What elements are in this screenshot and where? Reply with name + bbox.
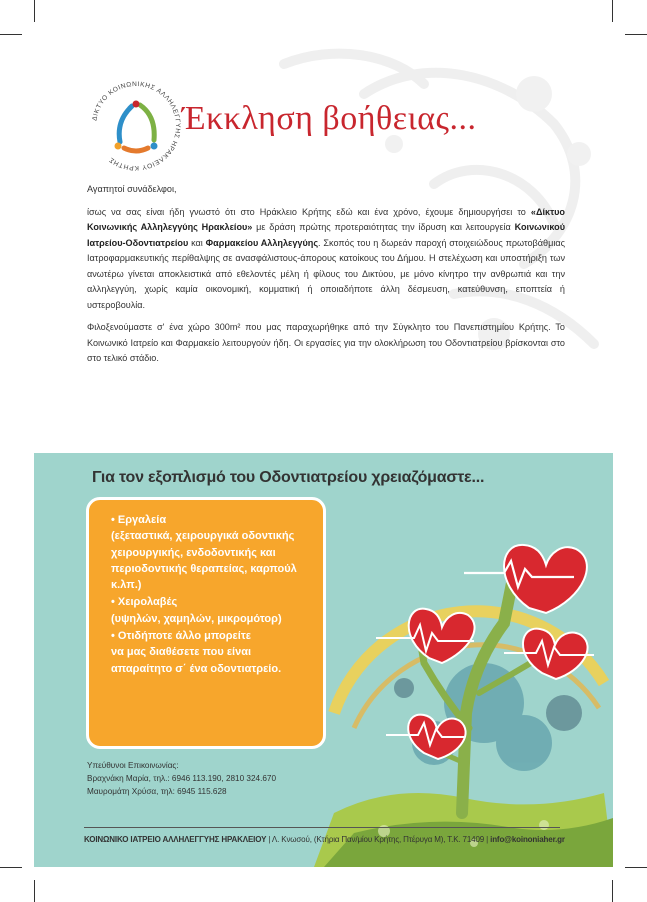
contact-person-2: Μαυρομάτη Χρύσα, τηλ: 6945 115.628 [87, 787, 227, 796]
needs-item-detail: (υψηλών, χαμηλών, μικρομότορ) [111, 612, 282, 625]
crop-mark [612, 0, 613, 22]
pharmacy-name: Φαρμακείου Αλληλεγγύης [205, 237, 319, 248]
needs-box [86, 497, 326, 749]
contacts-title: Υπεύθυνοι Επικοινωνίας: [87, 761, 179, 770]
network-logo-icon [86, 76, 186, 176]
flyer-page [34, 34, 613, 867]
intro-text: . Σκοπός του η δωρεάν παροχή στοιχειώδους πρωτοβάθμιας Ιατροφαρμακευτικής περίθαλψης σε ανασφάλιστους-άπορους κατοίκους του Δήμου. Η στελέχωση και υποστήριξη των ανωτέρω γίνεται αποκλειστικά από εθελοντές μέλη ή φίλους του Δικτύου, με μόνο κίνητρο την ανθρωπιά και την αλληλεγγύη, χωρίς καμία οικονομική, κομματική ή οποιαδήποτε άλλη δέσμευση, κατεύθυνση, εποπτεία ή υστεροβουλία. [87, 237, 565, 310]
footer-org: ΚΟΙΝΩΝΙΚΟ ΙΑΤΡΕΙΟ ΑΛΛΗΛΕΓΓΥΗΣ ΗΡΑΚΛΕΙΟΥ [84, 835, 267, 844]
footer-divider [84, 827, 560, 828]
intro-text: και [188, 237, 206, 248]
intro-text: με δράση πρώτης προτεραιότητας την ίδρυση και λειτουργεία [252, 222, 515, 232]
crop-mark [625, 34, 647, 35]
footer-email[interactable]: info@koinoniaher.gr [490, 835, 565, 844]
needs-item-label: • Χειρολαβές [111, 596, 178, 609]
needs-item-handpieces [111, 594, 309, 627]
greeting: Αγαπητοί συνάδελφοι, [87, 184, 177, 194]
needs-list [111, 512, 309, 677]
heart-tree-illustration [314, 513, 613, 867]
crop-mark [34, 0, 35, 22]
footer-address: | Λ. Κνωσού, (Κτήρια Παν/μίου Κρήτης, Πτέρυγα Μ), Τ.Κ. 71409 | [266, 835, 491, 844]
needs-item-detail: να μας διαθέσετε που είναι απαραίτητο σ΄ ένα οδοντιατρείο. [111, 646, 282, 675]
needs-heading: Για τον εξοπλισμό του Οδοντιατρείου χρειαζόμαστε... [92, 469, 485, 486]
crop-mark [34, 880, 35, 902]
page-title: Έκκληση βοήθειας... [182, 100, 477, 137]
network-name: «Δίκτυο Κοινωνικής Αλληλεγγύης Ηρακλείου» [87, 206, 565, 232]
needs-item-tools [111, 512, 309, 593]
crop-mark [612, 880, 613, 902]
needs-item-detail: (εξεταστικά, χειρουργικά οδοντικής χειρουργικής, ενδοδοντικής και περιοδοντικής θεραπείας, καρπούλ κ.λπ.) [111, 530, 297, 592]
intro-text: ίσως να σας είναι ήδη γνωστό ότι στο Ηράκλειο Κρήτης εδώ και ένα χρόνο, έχουμε δημιουργήσει το [87, 206, 531, 217]
needs-item-label: • Εργαλεία [111, 514, 167, 526]
clinic-name: Κοινωνικού Ιατρείου-Οδοντιατρείου [87, 222, 566, 248]
contacts-block [87, 759, 276, 798]
intro-paragraph-1 [87, 205, 565, 314]
crop-mark [625, 867, 647, 868]
needs-section [34, 453, 613, 867]
footer [84, 835, 565, 844]
crop-mark [0, 34, 22, 35]
crop-mark [0, 867, 22, 868]
intro-letter [87, 182, 565, 367]
needs-item-label: • Οτιδήποτε άλλο μπορείτε [111, 630, 251, 643]
logo-circular-text: ΔΙΚΤΥΟ ΚΟΙΝΩΝΙΚΗΣ ΑΛΛΗΛΕΓΓΥΗΣ ΗΡΑΚΛΕΙΟΥ ΚΡΗΤΗΣ [91, 80, 182, 172]
needs-item-other [111, 628, 309, 677]
intro-paragraph-2: Φιλοξενούμαστε σ' ένα χώρο 300m² που μας παραχωρήθηκε από την Σύγκλητο του Πανεπιστημίου Κρήτης. Το Κοινωνικό Ιατρείο και Φαρμακείο λειτουργούν ήδη. Οι εργασίες για την ολοκλήρωση του Οδοντιατρείου βρίσκονται στο στο τελικό στάδιο. [87, 322, 565, 363]
contact-person-1: Βραχνάκη Μαρία, τηλ.: 6946 113.190, 2810 324.670 [87, 774, 277, 783]
svg-text:ΔΙΚΤΥΟ ΚΟΙΝΩΝΙΚΗΣ ΑΛΛΗΛΕΓΓΥΗΣ [91, 81, 181, 171]
